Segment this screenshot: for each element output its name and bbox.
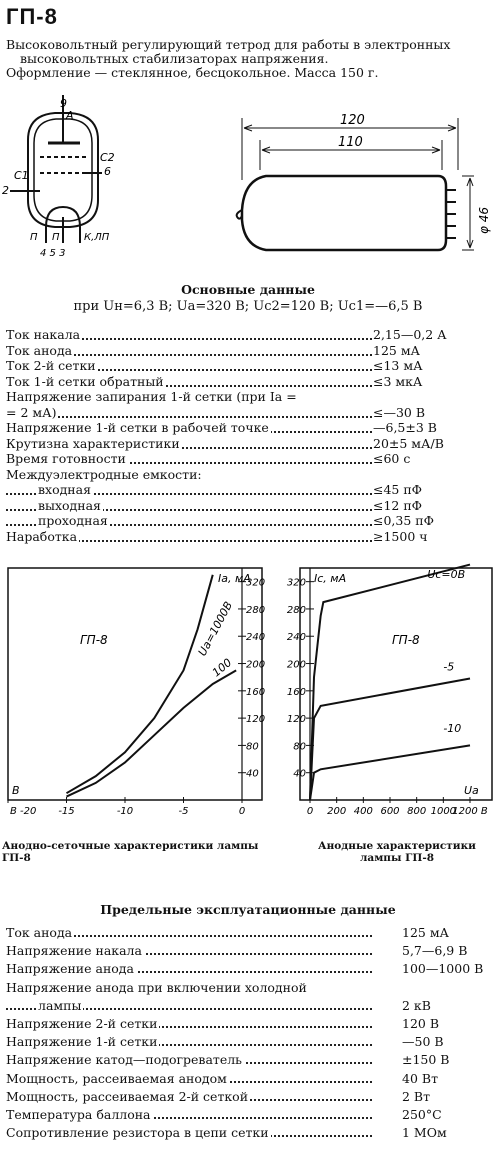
y-tick-label: 320: [246, 577, 266, 589]
basic-row: [6, 482, 492, 498]
basic-value: 125 мА: [373, 342, 421, 358]
limit-value: 2 Вт: [402, 1088, 430, 1106]
limit-value: —50 В: [402, 1033, 444, 1051]
limit-label: Напряжение анода при включении холодной: [6, 979, 309, 997]
y-tick-label: 80: [246, 741, 259, 753]
limit-label: лампы: [38, 997, 83, 1015]
limit-row: [6, 1051, 492, 1069]
basic-row: [6, 513, 492, 529]
y-tick-label: 240: [286, 632, 306, 644]
basic-row: [6, 498, 492, 514]
x-tick-label: 0: [306, 806, 314, 817]
basic-label: Напряжение запирания 1-й сетки (при Iа =: [6, 389, 297, 404]
p-left-label: П: [30, 232, 38, 243]
y-tick-label: 200: [286, 659, 306, 671]
y-tick-label: 160: [286, 686, 306, 698]
series-label: Uс=0В: [427, 568, 466, 582]
p-mid-label: П: [52, 232, 60, 243]
dim-diameter-label: φ 46: [477, 207, 491, 234]
limit-row: [6, 1088, 492, 1106]
limits-table: [6, 924, 492, 1142]
y-tick-label: 320: [286, 577, 306, 589]
series-line-1: [67, 575, 213, 793]
chart-1-caption: Анодно-сеточные характеристики лампы ГП-8: [2, 840, 259, 864]
limit-row: [6, 979, 492, 997]
description: [6, 38, 492, 80]
limit-row: [6, 942, 492, 960]
basic-value: ≤3 мкА: [373, 373, 423, 389]
y-tick-label: 160: [246, 686, 266, 698]
limit-value: 2 кВ: [402, 997, 431, 1015]
limit-label: Напряжение анода: [6, 960, 136, 978]
pin-2-label: 2: [2, 184, 9, 197]
chart-title: ГП-8: [392, 633, 420, 647]
y-axis-label: Iа, мА: [218, 572, 251, 585]
chart-2-caption: Анодные характеристики лампы ГП-8: [318, 840, 476, 864]
y-axis-label: Ic, мА: [314, 572, 347, 585]
description-line-3: Оформление — стеклянное, бесцокольное. Масса 150 г.: [6, 65, 379, 80]
limit-value: 1 МОм: [402, 1124, 447, 1142]
basic-value: 20±5 мА/В: [373, 435, 444, 451]
description-line-1: Высоковольтный регулирующий тетрод для работы в электронных: [6, 37, 451, 52]
leader-dots: [6, 405, 372, 418]
limit-label: Напряжение 2-й сетки: [6, 1015, 159, 1033]
basic-label: Ток накала: [6, 327, 81, 342]
basic-label: Ток 1-й сетки обратный: [6, 373, 164, 389]
basic-row: [6, 467, 492, 483]
x-tick-label: 800: [407, 806, 427, 817]
x-axis-label: В: [12, 784, 20, 797]
c2-label: С2: [100, 151, 115, 164]
limits-heading: Предельные эксплуатационные данные: [100, 902, 396, 917]
basic-value: ≤45 пФ: [373, 482, 423, 497]
series-line-2: [310, 679, 470, 800]
basic-row: [6, 436, 492, 452]
series-line-3: [310, 745, 470, 800]
anode-letter: А: [66, 109, 74, 122]
limit-label: Напряжение 1-й сетки: [6, 1033, 159, 1051]
limit-row: [6, 924, 492, 942]
basic-value: ≤—30 В: [373, 404, 426, 420]
operating-conditions: при Uн=6,3 В; Uа=320 В; Uс2=120 В; Uс1=—6,5 В: [73, 299, 423, 314]
limit-label: Мощность, рассеиваемая анодом: [6, 1070, 229, 1088]
chart-title: ГП-8: [80, 633, 108, 647]
basic-row: [6, 374, 492, 390]
x-tick-label: 1000: [430, 806, 457, 817]
basic-value: ≤13 мА: [373, 358, 423, 373]
x-axis-label: Uа: [464, 784, 479, 797]
basic-row: [6, 529, 492, 545]
limit-row: [6, 960, 492, 978]
x-tick-label: 200: [327, 806, 347, 817]
basic-value: ≤12 пФ: [373, 497, 423, 513]
basic-label: проходная: [38, 513, 108, 528]
limit-label: Напряжение накала: [6, 942, 144, 960]
k-lp-label: К,ЛП: [84, 232, 110, 243]
basic-label: Наработка: [6, 528, 78, 544]
y-tick-label: 40: [246, 768, 259, 780]
basic-label: Время готовности: [6, 451, 126, 466]
series-label: -5: [443, 660, 455, 674]
limit-row: [6, 997, 492, 1015]
basic-label: Крутизна характеристики: [6, 435, 180, 451]
page-title: ГП-8: [6, 4, 58, 29]
characteristics-charts: [0, 560, 496, 840]
basic-label: Ток 2-й сетки: [6, 358, 96, 373]
basic-row: [6, 358, 492, 374]
basic-data-heading: Основные данные: [181, 282, 315, 297]
y-tick-label: 40: [293, 768, 306, 780]
limit-value: 125 мА: [402, 924, 449, 942]
y-tick-label: 120: [246, 714, 266, 726]
limit-row: [6, 1124, 492, 1142]
y-tick-label: 280: [286, 604, 306, 616]
limit-value: ±150 В: [402, 1051, 450, 1069]
series-label: 100: [209, 656, 235, 680]
x-tick-label: 1200 В: [452, 806, 488, 817]
basic-value: 2,15—0,2 А: [373, 327, 447, 342]
basic-row: [6, 451, 492, 467]
limit-label: Мощность, рассеиваемая 2-й сеткой: [6, 1088, 250, 1106]
c1-label: С1: [14, 169, 29, 182]
x-tick-label: 600: [380, 806, 400, 817]
basic-label: Междуэлектродные емкости:: [6, 466, 202, 482]
basic-label: Ток анода: [6, 342, 73, 358]
chart-2: [287, 565, 492, 817]
basic-row: [6, 327, 492, 343]
dim-110-label: 110: [338, 135, 363, 150]
basic-value: —6,5±3 В: [373, 420, 437, 435]
basic-value: ≥1500 ч: [373, 528, 428, 544]
basic-label: входная: [38, 482, 91, 497]
chart-frame: [300, 568, 492, 800]
basic-row: [6, 405, 492, 421]
x-tick-label: -15: [58, 806, 75, 817]
limit-row: [6, 1070, 492, 1088]
limit-label: Напряжение катод—подогреватель: [6, 1051, 244, 1069]
y-tick-label: 80: [293, 741, 306, 753]
x-tick-label: -10: [116, 806, 134, 817]
x-tick-label: 400: [353, 806, 373, 817]
x-tick-label: В -20: [10, 806, 37, 817]
y-tick-label: 120: [286, 714, 306, 726]
y-tick-label: 280: [246, 604, 266, 616]
basic-value: ≤60 с: [373, 451, 411, 466]
description-line-2: высоковольтных стабилизаторах напряжения.: [20, 51, 329, 66]
basic-row: [6, 389, 492, 405]
limit-value: 250°С: [402, 1106, 442, 1124]
pin-6-label: 6: [104, 165, 111, 178]
limit-value: 5,7—6,9 В: [402, 942, 467, 960]
y-tick-label: 200: [246, 659, 266, 671]
limit-row: [6, 1033, 492, 1051]
limit-label: Сопротивление резистора в цепи сетки: [6, 1124, 271, 1142]
limit-label: Ток анода: [6, 924, 74, 942]
tube-body: [242, 176, 446, 250]
basic-label: выходная: [38, 497, 101, 513]
y-tick-label: 240: [246, 632, 266, 644]
basic-row: [6, 343, 492, 359]
basic-label: = 2 мА): [6, 404, 57, 420]
tube-schematic: [0, 95, 130, 265]
limit-value: 100—1000 В: [402, 960, 483, 978]
basic-data-table: [6, 327, 492, 544]
limit-value: 40 Вт: [402, 1070, 438, 1088]
pins-label: 4 5 3: [40, 248, 66, 259]
basic-label: Напряжение 1-й сетки в рабочей точке: [6, 420, 269, 435]
limit-row: [6, 1106, 492, 1124]
limit-row: [6, 1015, 492, 1033]
basic-row: [6, 420, 492, 436]
series-label: -10: [443, 721, 462, 735]
dim-120-label: 120: [340, 113, 365, 128]
limit-label: Температура баллона: [6, 1106, 153, 1124]
tube-dimension-drawing: [230, 110, 496, 260]
series-label: Uа=1000В: [195, 599, 236, 659]
x-tick-label: -5: [178, 806, 189, 817]
chart-1: [8, 568, 265, 817]
basic-value: ≤0,35 пФ: [373, 513, 434, 528]
anode-pin-label: 9: [60, 97, 67, 110]
limit-value: 120 В: [402, 1015, 439, 1033]
x-tick-label: 0: [238, 806, 246, 817]
